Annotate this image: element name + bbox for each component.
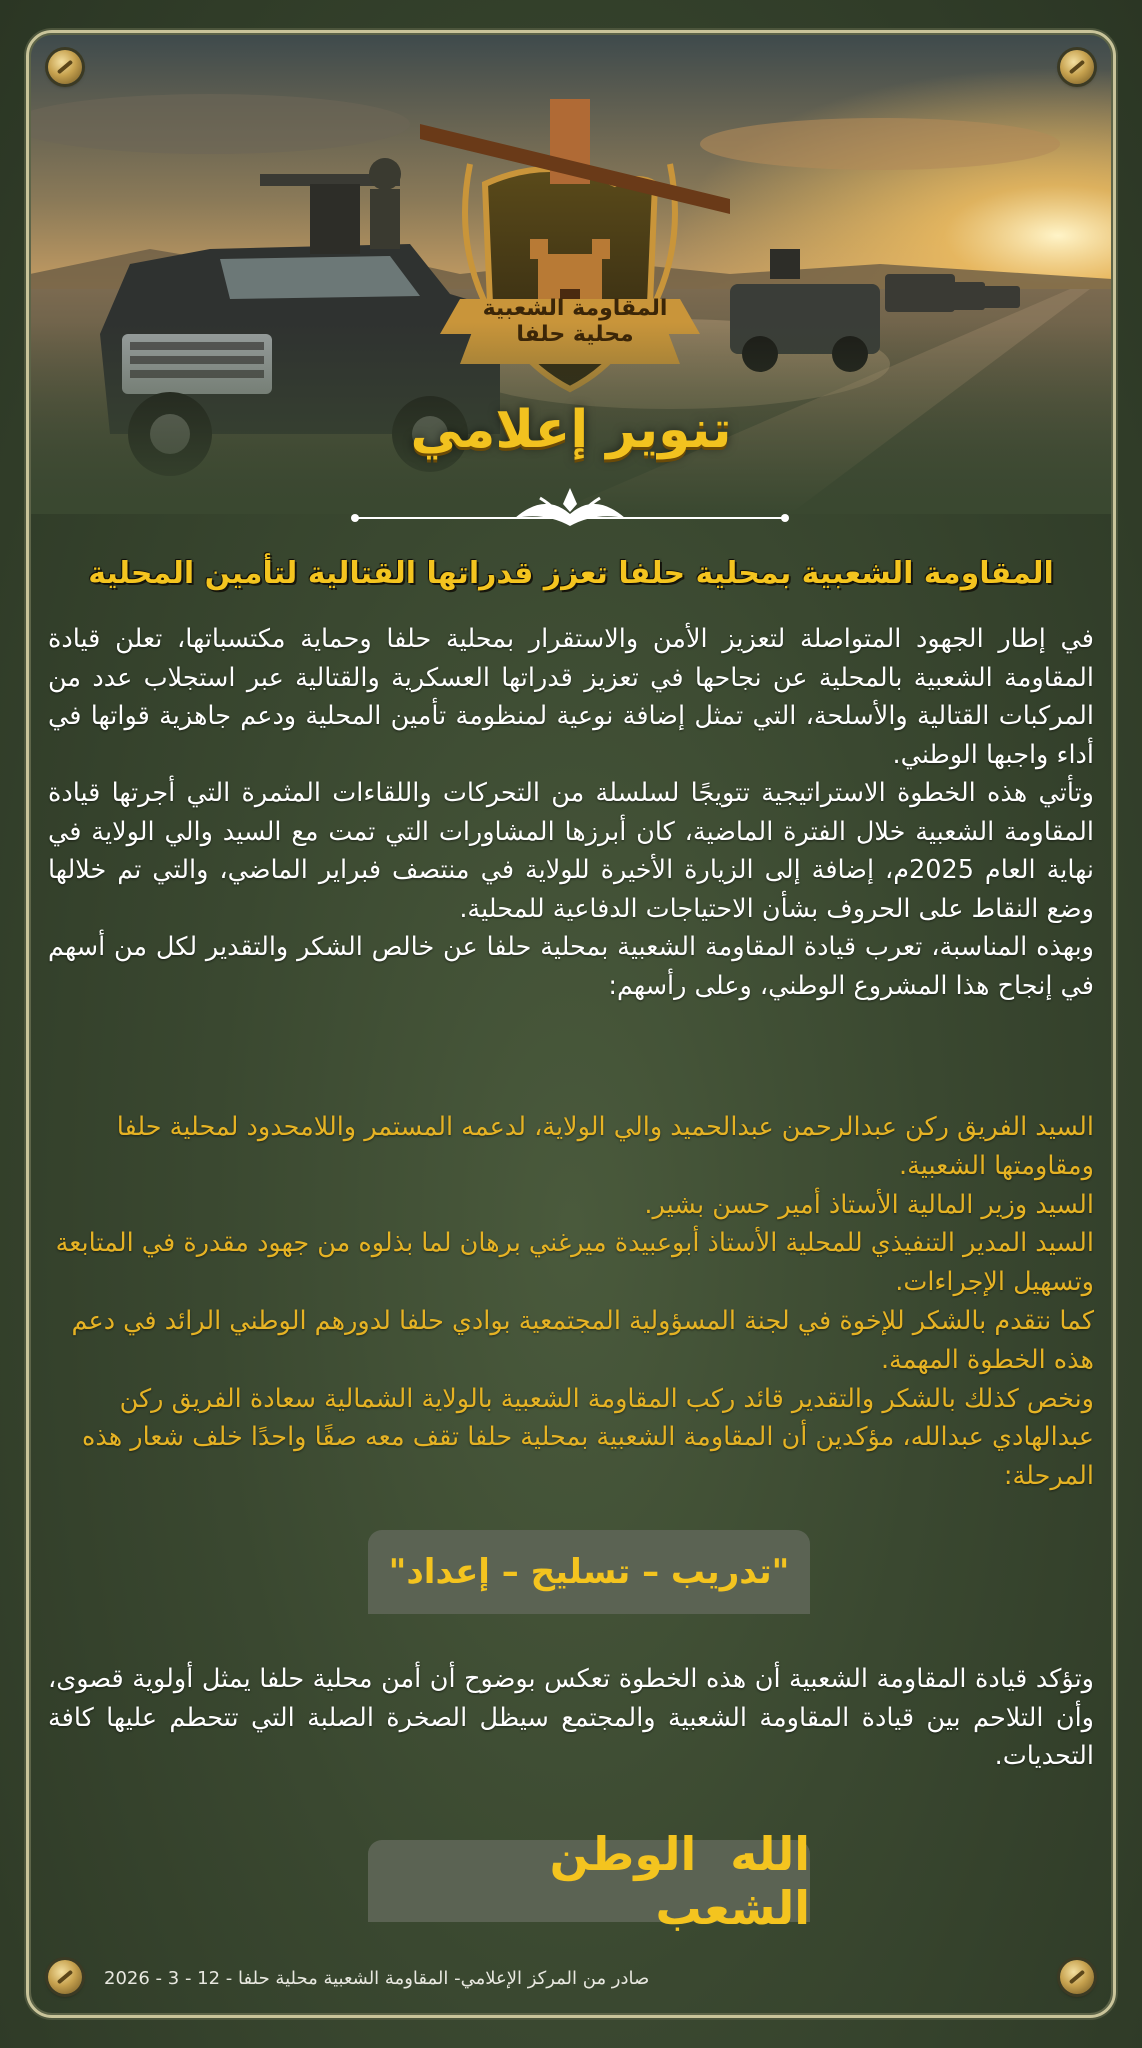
paragraph: وبهذه المناسبة، تعرب قيادة المقاومة الشعبية بمحلية حلفا عن خالص الشكر والتقدير لكل من أسهم في إنجاح هذا المشروع الوطني، وعلى رأسهم: [48, 932, 1094, 1001]
footer-credit: صادر من المركز الإعلامي- المقاومة الشعبية محلية حلفا - 12 - 3 - 2026 [104, 1968, 650, 1989]
slogan-box [368, 1530, 810, 1614]
body-paragraphs [48, 620, 1094, 1005]
emblem-text [460, 296, 690, 348]
corner-bolt-icon [48, 1960, 82, 1994]
divider-ornament-icon [345, 482, 795, 532]
corner-bolt-icon [1060, 1960, 1094, 1994]
headline: المقاومة الشعبية بمحلية حلفا تعزز قدراتها القتالية لتأمين المحلية [88, 556, 1054, 591]
closing-paragraph: وتؤكد قيادة المقاومة الشعبية أن هذه الخطوة تعكس بوضوح أن أمن محلية حلفا يمثل أولوية قصوى، وأن التلاحم بين قيادة المقاومة الشعبية والمجتمع سيظل الصخرة الصلبة التي تتحطم عليها كافة التحديات. [48, 1664, 1094, 1771]
thanks-item: ونخص كذلك بالشكر والتقدير قائد ركب المقاومة الشعبية بالولاية الشمالية سعادة الفريق ركن عبدالهادي عبدالله، مؤكدين أن المقاومة الشعبية بمحلية حلفا تقف معه صفًا واحدًا خلف شعار هذه المرحلة: [81, 1383, 1094, 1492]
motto-text: الله الوطن الشعب [549, 1827, 810, 1935]
corner-bolt-icon [1060, 50, 1094, 84]
emblem-text-line1: المقاومة الشعبية [482, 296, 668, 321]
motto-box [368, 1827, 810, 1935]
thanks-item: السيد المدير التنفيذي للمحلية الأستاذ أبوعبيدة ميرغني برهان لما بذلوه من جهود مقدرة في المتابعة وتسهيل الإجراءات. [55, 1228, 1094, 1298]
thanks-item: السيد وزير المالية الأستاذ أمير حسن بشير. [644, 1189, 1094, 1220]
thanks-item: كما نتقدم بالشكر للإخوة في لجنة المسؤولية المجتمعية بوادي حلفا لدورهم الوطني الرائد في دعم هذه الخطوة المهمة. [71, 1305, 1094, 1375]
closing-paragraph-block [48, 1660, 1094, 1776]
thanks-item: السيد الفريق ركن عبدالرحمن عبدالحميد والي الولاية، لدعمه المستمر واللامحدود لمحلية حلفا ومقاومتها الشعبية. [116, 1112, 1094, 1181]
slogan-text: "تدريب – تسليح – إعداد" [388, 1552, 790, 1592]
paragraph: في إطار الجهود المتواصلة لتعزيز الأمن والاستقرار بمحلية حلفا وحماية مكتسباتها، تعلن قيادة المقاومة الشعبية بالمحلية عن نجاحها في تعزيز قدراتها العسكرية والقتالية عبر استجلاب عدد من المركبات القتالية والأسلحة، التي تمثل إضافة نوعية لمنظومة تأمين المحلية ودعم جاهزية قواتها في أداء واجبها الوطني. [48, 624, 1094, 770]
emblem-text-line2: محلية حلفا [516, 322, 634, 347]
paragraph: وتأتي هذه الخطوة الاستراتيجية تتويجًا لسلسلة من التحركات واللقاءات المثمرة التي أجرتها قيادة المقاومة الشعبية خلال الفترة الماضية، كان أبرزها المشاورات التي تمت مع السيد والي الولاية في نهاية العام 2025م، إضافة إلى الزيارة الأخيرة للولاية في منتصف فبراير الماضي، والتي تم خلالها وضع النقاط على الحروف بشأن الاحتياجات الدفاعية للمحلية. [48, 778, 1094, 924]
corner-bolt-icon [48, 50, 82, 84]
thanks-list [48, 1108, 1094, 1496]
banner-title: تنوير إعلامي [410, 400, 732, 460]
